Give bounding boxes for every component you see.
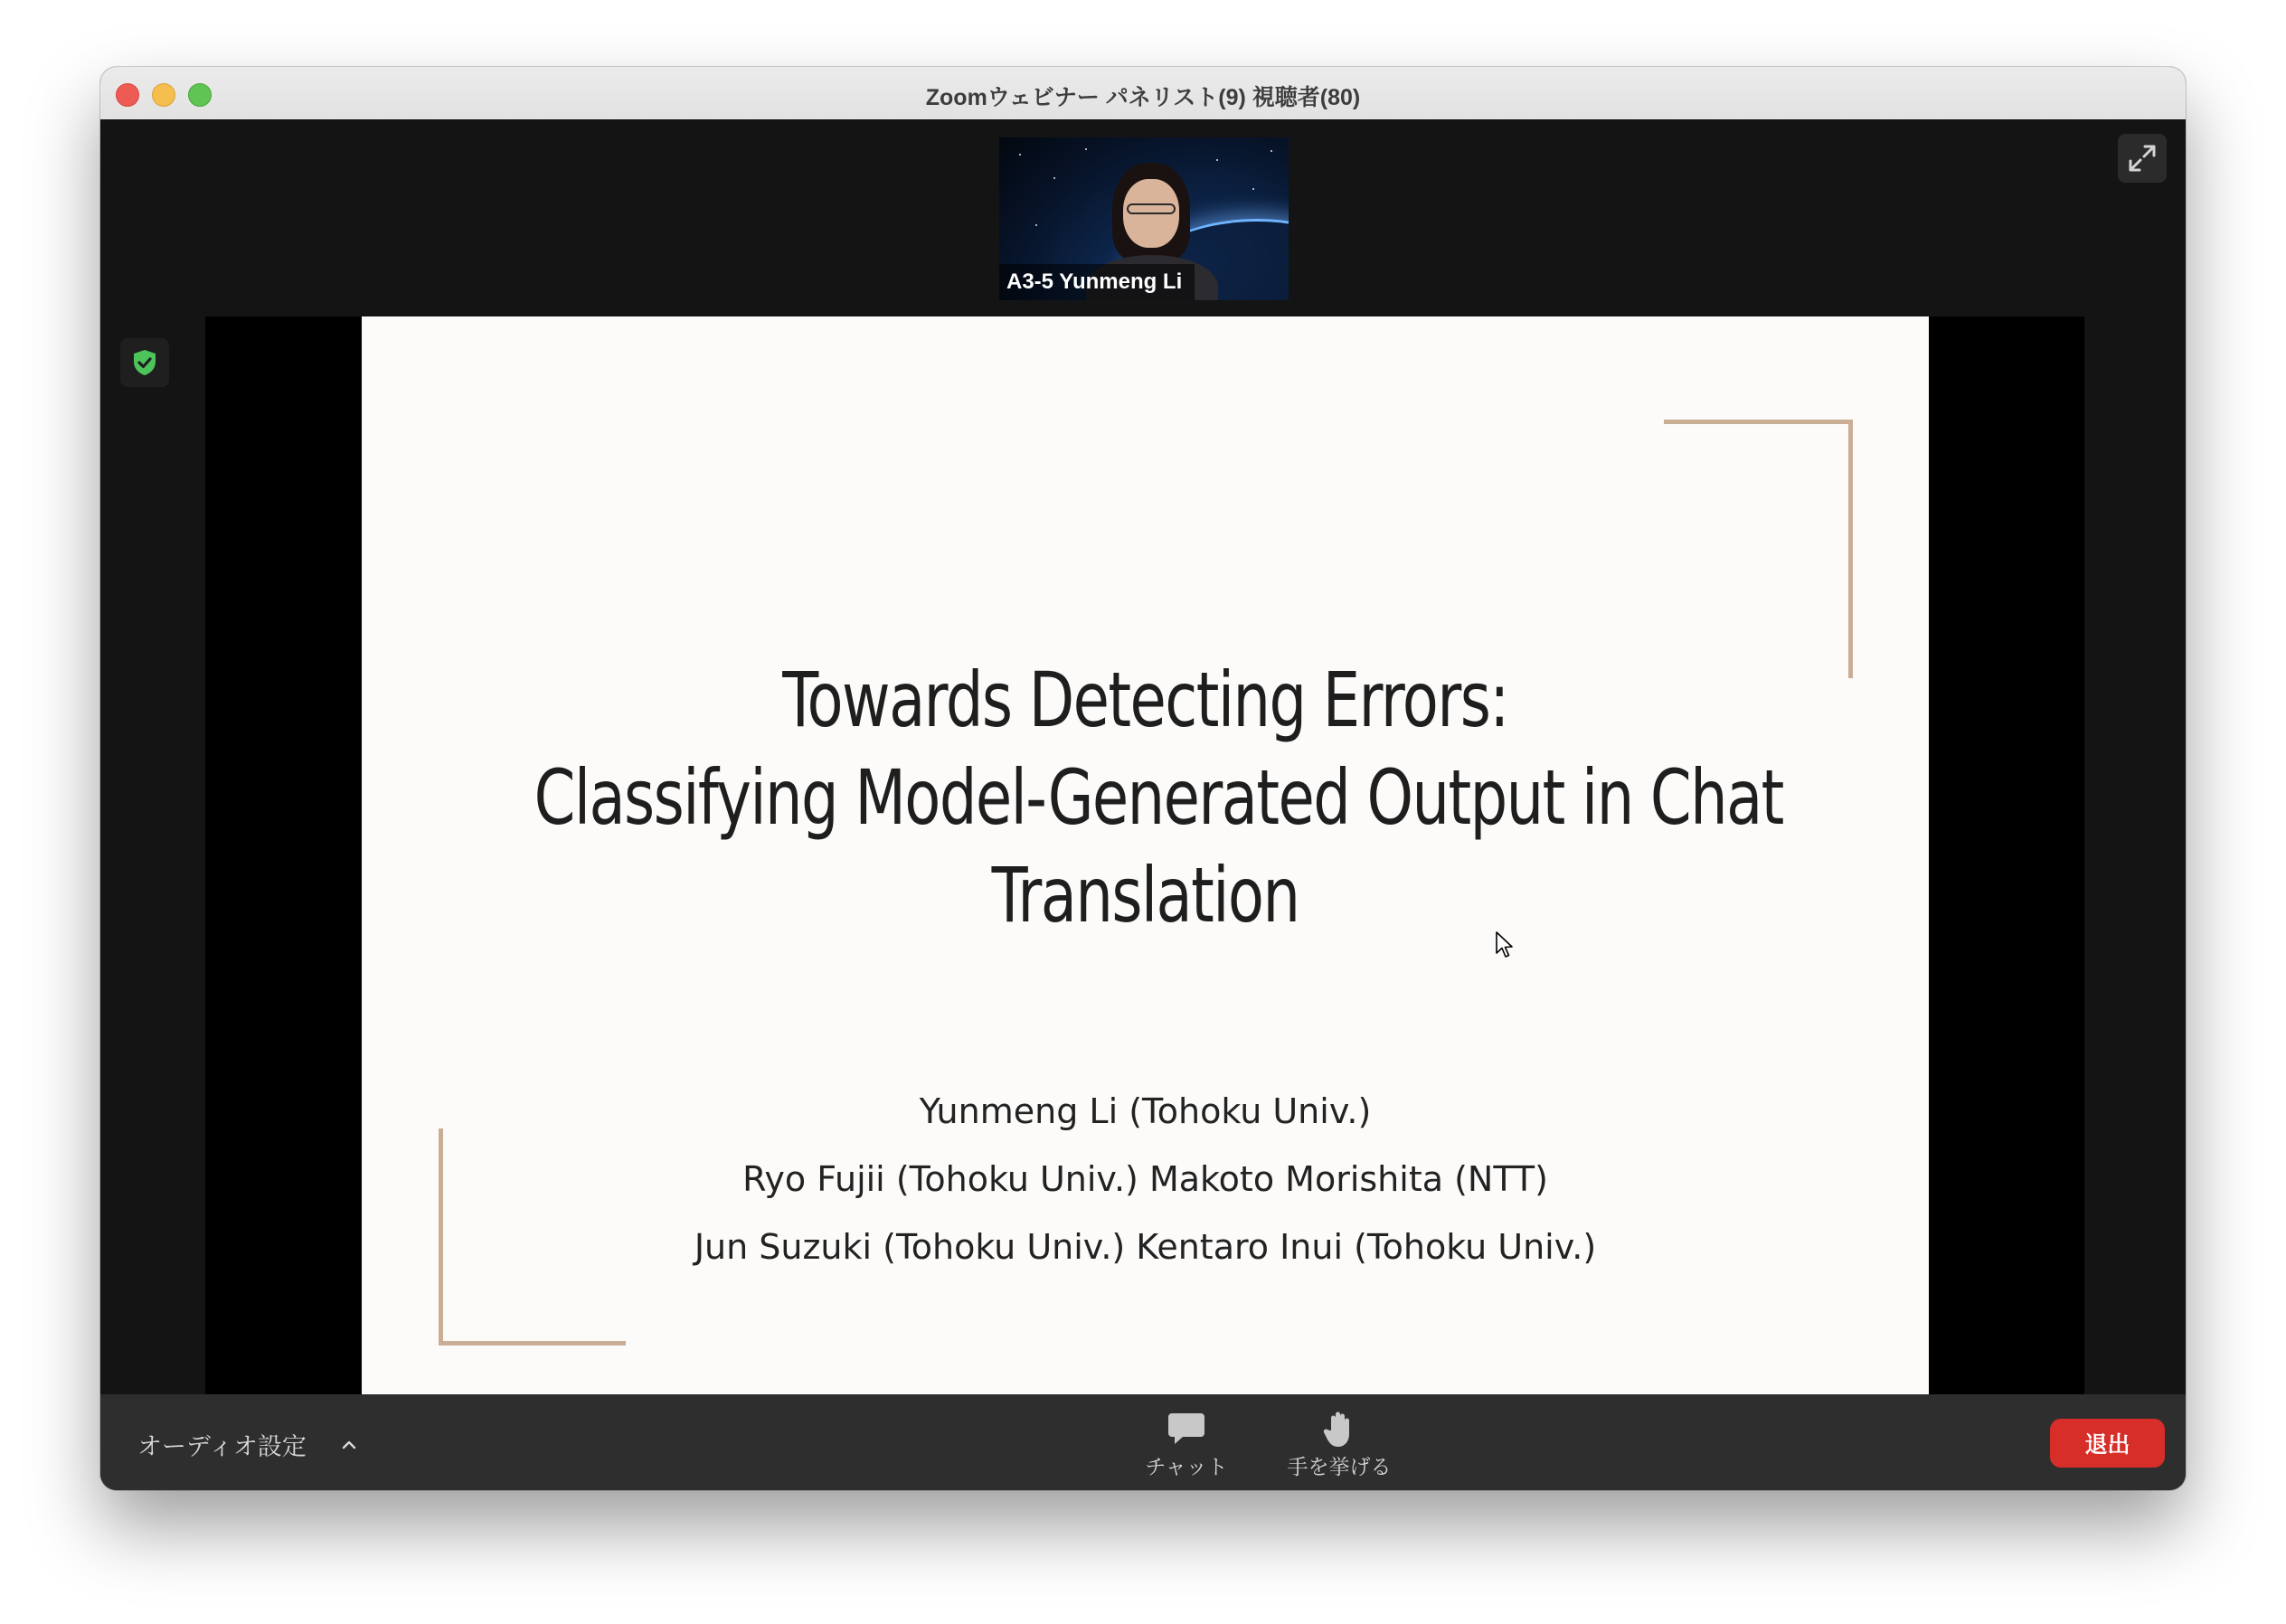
leave-button[interactable]: 退出 — [2050, 1419, 2165, 1468]
slide-authors — [362, 1078, 1929, 1281]
security-badge[interactable] — [120, 338, 169, 387]
presentation-slide — [362, 316, 1929, 1394]
expand-button[interactable] — [2118, 134, 2167, 183]
author-line: Yunmeng Li (Tohoku Univ.) — [919, 1091, 1372, 1131]
audio-settings-button[interactable] — [137, 1427, 357, 1462]
chat-label: チャット — [1145, 1455, 1228, 1478]
slide-title — [534, 651, 1783, 944]
slide-frame-accent — [1664, 420, 1852, 424]
slide-title-line: Towards Detecting Errors: — [782, 656, 1508, 744]
screen-share-area — [205, 316, 2084, 1394]
participant-video[interactable] — [999, 137, 1289, 300]
meeting-toolbar — [100, 1394, 2186, 1490]
participant-name-label: A3-5 Yunmeng Li — [999, 264, 1195, 300]
author-line: Jun Suzuki (Tohoku Univ.) Kentaro Inui (Tohoku Univ.) — [694, 1227, 1597, 1267]
raise-hand-button[interactable] — [1280, 1407, 1398, 1480]
zoom-window — [100, 67, 2186, 1490]
shield-check-icon — [132, 348, 157, 377]
title-bar — [100, 67, 2186, 120]
chat-button[interactable] — [1128, 1407, 1245, 1480]
author-line: Ryo Fujii (Tohoku Univ.) Makoto Morishita (NTT) — [742, 1159, 1548, 1199]
chat-bubble-icon — [1167, 1411, 1206, 1447]
caret-up-icon[interactable] — [341, 1440, 357, 1450]
expand-icon — [2127, 143, 2158, 174]
audio-settings-label: オーディオ設定 — [137, 1433, 307, 1460]
slide-title-line: Translation — [991, 851, 1299, 939]
meeting-content — [100, 119, 2186, 1394]
slide-title-line: Classifying Model-Generated Output in Chat — [534, 753, 1783, 842]
window-title: Zoomウェビナー パネリスト(9) 視聴者(80) — [925, 85, 1361, 110]
raise-hand-icon — [1322, 1409, 1356, 1449]
mouse-cursor-icon — [1495, 930, 1515, 959]
raise-hand-label: 手を挙げる — [1287, 1455, 1392, 1478]
